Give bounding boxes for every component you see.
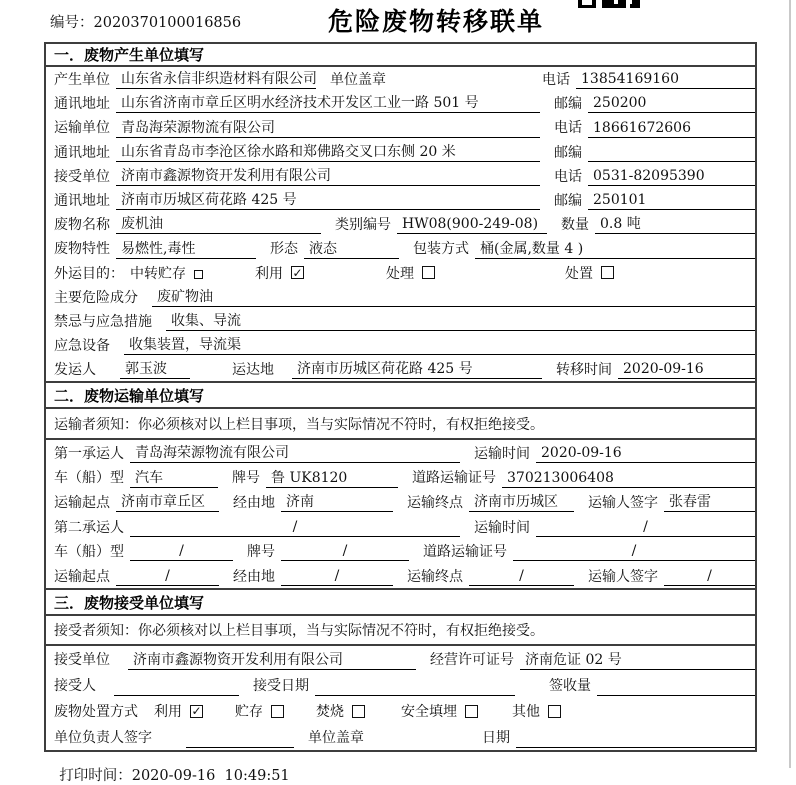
form-row xyxy=(46,188,755,212)
checkbox-label: 处理 xyxy=(386,265,414,282)
section-note xyxy=(46,409,755,440)
field-value: 2020-09-16 xyxy=(618,360,755,379)
serial-number xyxy=(50,11,241,32)
field-value: / xyxy=(664,567,755,586)
field-value: 山东省青岛市李沧区徐水路和郑佛路交叉口东侧 20 米 xyxy=(116,143,540,162)
field-label: 废物名称 xyxy=(54,217,110,234)
field-value: 370213006408 xyxy=(502,469,755,488)
spacer xyxy=(280,369,292,370)
field-label: 单位盖章 xyxy=(308,730,364,746)
checkbox-label: 焚烧 xyxy=(316,704,344,720)
field-label: 接受人 xyxy=(54,678,96,694)
field-label: 运输时间 xyxy=(474,445,530,462)
checkbox-checked-icon: ✓ xyxy=(292,265,303,280)
field-label: 运输人签字 xyxy=(588,494,658,511)
form-row xyxy=(46,672,755,698)
form-row xyxy=(46,724,755,750)
field-label: 经由地 xyxy=(233,568,275,585)
field-label: 运输单位 xyxy=(54,120,110,137)
checkbox-option xyxy=(316,701,365,721)
checkbox-unchecked-icon xyxy=(422,266,435,279)
field-value: 0531-82095390 xyxy=(588,167,755,186)
field-value xyxy=(516,729,755,748)
field-label: 单位盖章 xyxy=(330,72,386,89)
note-text: 运输者须知：你必须核对以上栏目事项，当与实际情况不符时，有权拒绝接受。 xyxy=(54,416,544,433)
field-value: 济南市鑫源物资开发利用有限公司 xyxy=(116,167,540,186)
field-label: 通讯地址 xyxy=(54,96,110,113)
field-value: / xyxy=(130,542,233,561)
field-value: 济南危证 02 号 xyxy=(520,651,755,670)
spacer xyxy=(392,79,542,80)
field-value: 18661672606 xyxy=(588,119,755,138)
checkbox-option xyxy=(565,263,614,283)
form-row xyxy=(46,212,755,236)
serial-number-label: 编号： xyxy=(50,15,94,31)
section-note xyxy=(46,616,755,646)
qr-code-fragment-icon xyxy=(578,0,640,8)
field-value: / xyxy=(513,542,755,561)
field-value xyxy=(597,677,755,696)
field-value: 易燃性,毒性 xyxy=(116,240,256,259)
field-label: 牌号 xyxy=(232,470,260,487)
field-value xyxy=(114,677,239,696)
form-title: 危险废物转移联单 xyxy=(328,7,545,36)
field-label: 运输起点 xyxy=(54,494,110,511)
checkbox-label: 其他 xyxy=(512,704,540,720)
field-label: 经由地 xyxy=(233,494,275,511)
checkbox-unchecked-icon xyxy=(352,705,365,718)
field-label: 运输终点 xyxy=(407,494,463,511)
checkbox-option xyxy=(386,263,435,283)
form-row xyxy=(46,539,755,564)
field-value: 废机油 xyxy=(116,215,321,234)
form-row xyxy=(46,236,755,260)
field-value: 济南 xyxy=(281,493,393,512)
form-row xyxy=(46,357,755,381)
field-value: 收集、导流 xyxy=(166,312,755,331)
field-value: 汽车 xyxy=(130,469,218,488)
spacer xyxy=(370,737,482,738)
form-row xyxy=(46,514,755,539)
field-value: / xyxy=(281,542,409,561)
spacer xyxy=(284,711,316,712)
field-label: 接受单位 xyxy=(54,652,110,668)
checkbox-label: 处置 xyxy=(565,265,593,282)
spacer xyxy=(435,272,565,273)
field-value: 济南市鑫源物资开发利用有限公司 xyxy=(128,651,416,670)
field-label: 道路运输证号 xyxy=(412,470,496,487)
print-time-value: 2020-09-16 10:49:51 xyxy=(131,768,290,784)
checkbox-option xyxy=(255,263,304,283)
field-label: 电话 xyxy=(554,120,582,137)
field-value: 液态 xyxy=(304,240,399,259)
field-label: 运输人签字 xyxy=(588,568,658,585)
form-row xyxy=(46,140,755,164)
field-label: 运输起点 xyxy=(54,568,110,585)
checkbox-unchecked-icon xyxy=(548,705,561,718)
field-label: 通讯地址 xyxy=(54,144,110,161)
spacer xyxy=(203,272,255,273)
field-label: 邮编 xyxy=(554,144,582,161)
field-label: 废物特性 xyxy=(54,241,110,258)
field-value: 13854169160 xyxy=(576,70,755,89)
field-label: 禁忌与应急措施 xyxy=(54,313,152,330)
spacer xyxy=(116,345,124,346)
field-label: 签收量 xyxy=(549,678,591,694)
checkbox-unchecked-icon xyxy=(271,705,284,718)
spacer xyxy=(158,737,186,738)
checkbox-option xyxy=(130,263,203,283)
field-value: 青岛海荣源物流有限公司 xyxy=(116,119,540,138)
manifest-table xyxy=(44,42,757,752)
field-label: 外运目的： xyxy=(54,265,124,282)
field-value: HW08(900-249-08) xyxy=(397,215,547,234)
field-label: 应急设备 xyxy=(54,338,110,355)
form-row xyxy=(46,164,755,188)
field-label: 包装方式 xyxy=(413,241,469,258)
field-value xyxy=(315,677,515,696)
field-value xyxy=(186,729,294,748)
field-value xyxy=(588,143,755,162)
field-label: 道路运输证号 xyxy=(423,544,507,561)
form-row xyxy=(46,646,755,672)
form-row xyxy=(46,698,755,724)
field-label: 运达地 xyxy=(232,362,274,379)
field-value: 济南市历城区荷花路 425 号 xyxy=(292,360,542,379)
spacer xyxy=(144,711,154,712)
print-time-label: 打印时间： xyxy=(59,768,132,784)
field-label: 电话 xyxy=(554,168,582,185)
field-label: 单位负责人签字 xyxy=(54,730,152,746)
field-value: 收集装置，导流渠 xyxy=(124,336,755,355)
checkbox-unchecked-icon xyxy=(194,270,203,279)
field-label: 形态 xyxy=(270,241,298,258)
checkbox-label: 利用 xyxy=(154,704,182,720)
spacer xyxy=(204,369,232,370)
spacer xyxy=(365,711,401,712)
field-label: 车（船）型 xyxy=(54,470,124,487)
field-value: 郭玉波 xyxy=(120,360,190,379)
field-label: 电话 xyxy=(542,72,570,89)
form-row xyxy=(46,309,755,333)
field-value: 鲁 UK8120 xyxy=(266,469,398,488)
serial-number-value: 2020370100016856 xyxy=(93,15,242,31)
form-row xyxy=(46,333,755,357)
field-label: 接受单位 xyxy=(54,168,110,185)
field-value: 山东省济南市章丘区明水经济技术开发区工业一路 501 号 xyxy=(116,94,540,113)
field-value: 济南市章丘区 xyxy=(116,493,219,512)
section-header: 二．废物运输单位填写 xyxy=(46,383,755,409)
form-row xyxy=(46,490,755,515)
checkbox-option xyxy=(512,701,561,721)
section-header: 三．废物接受单位填写 xyxy=(46,590,755,616)
field-label: 日期 xyxy=(482,730,510,746)
field-value: / xyxy=(469,567,574,586)
spacer xyxy=(144,296,152,297)
field-label: 第一承运人 xyxy=(54,445,124,462)
waste-receiver-section xyxy=(46,588,755,750)
note-text: 接受者须知：你必须核对以上栏目事项，当与实际情况不符时，有权拒绝接受。 xyxy=(54,623,544,639)
form-row xyxy=(46,285,755,309)
field-label: 转移时间 xyxy=(556,362,612,379)
print-time xyxy=(50,748,290,785)
field-label: 主要危险成分 xyxy=(54,289,138,306)
field-value: 250101 xyxy=(588,191,755,210)
field-label: 邮编 xyxy=(554,193,582,210)
field-value: 废矿物油 xyxy=(152,288,755,307)
checkbox-checked-icon: ✓ xyxy=(191,704,202,718)
checkbox-label: 中转贮存 xyxy=(130,265,186,282)
spacer xyxy=(304,272,386,273)
field-value: / xyxy=(130,518,460,537)
checkbox-unchecked-icon xyxy=(601,266,614,279)
field-value: 济南市历城区 xyxy=(469,493,574,512)
field-label: 运输终点 xyxy=(407,568,463,585)
checkbox-label: 贮存 xyxy=(235,704,263,720)
field-label: 接受日期 xyxy=(253,678,309,694)
form-row xyxy=(46,115,755,139)
field-label: 牌号 xyxy=(247,544,275,561)
checkbox-label: 利用 xyxy=(255,265,283,282)
field-label: 通讯地址 xyxy=(54,193,110,210)
field-value: 2020-09-16 xyxy=(536,444,755,463)
field-label: 邮编 xyxy=(554,96,582,113)
form-row xyxy=(46,261,755,285)
field-value: / xyxy=(536,518,755,537)
form-row xyxy=(46,440,755,465)
field-value: 张春雷 xyxy=(664,493,755,512)
spacer xyxy=(102,369,120,370)
spacer xyxy=(478,711,512,712)
field-label: 类别编号 xyxy=(335,217,391,234)
field-label: 废物处置方式 xyxy=(54,704,138,720)
field-value: / xyxy=(281,567,393,586)
field-label: 产生单位 xyxy=(54,72,110,89)
waste-generator-section xyxy=(46,44,755,381)
field-value: 济南市历城区荷花路 425 号 xyxy=(116,191,540,210)
section-header: 一．废物产生单位填写 xyxy=(46,44,755,67)
spacer xyxy=(529,685,549,686)
field-value: 山东省永信非织造材料有限公司 xyxy=(116,70,316,89)
form-row xyxy=(46,91,755,115)
field-label: 发运人 xyxy=(54,362,96,379)
checkbox-unchecked-icon xyxy=(465,705,478,718)
spacer xyxy=(158,320,166,321)
field-value: 桶(金属,数量 4 ) xyxy=(475,240,755,259)
field-label: 车（船）型 xyxy=(54,544,124,561)
checkbox-option xyxy=(154,701,203,721)
field-value: 0.8 吨 xyxy=(595,215,755,234)
field-label: 运输时间 xyxy=(474,519,530,536)
spacer xyxy=(116,659,128,660)
field-value: 青岛海荣源物流有限公司 xyxy=(130,444,460,463)
form-row xyxy=(46,563,755,588)
field-value: / xyxy=(116,567,219,586)
waste-transporter-section xyxy=(46,381,755,588)
checkbox-option xyxy=(401,701,478,721)
checkbox-option xyxy=(235,701,284,721)
form-row xyxy=(46,67,755,91)
spacer xyxy=(102,685,114,686)
spacer xyxy=(203,711,235,712)
field-label: 经营许可证号 xyxy=(430,652,514,668)
checkbox-label: 安全填埋 xyxy=(401,704,457,720)
field-label: 第二承运人 xyxy=(54,519,124,536)
scan-artifact-line xyxy=(789,0,791,768)
field-label: 数量 xyxy=(561,217,589,234)
form-row xyxy=(46,465,755,490)
field-value: 250200 xyxy=(588,94,755,113)
